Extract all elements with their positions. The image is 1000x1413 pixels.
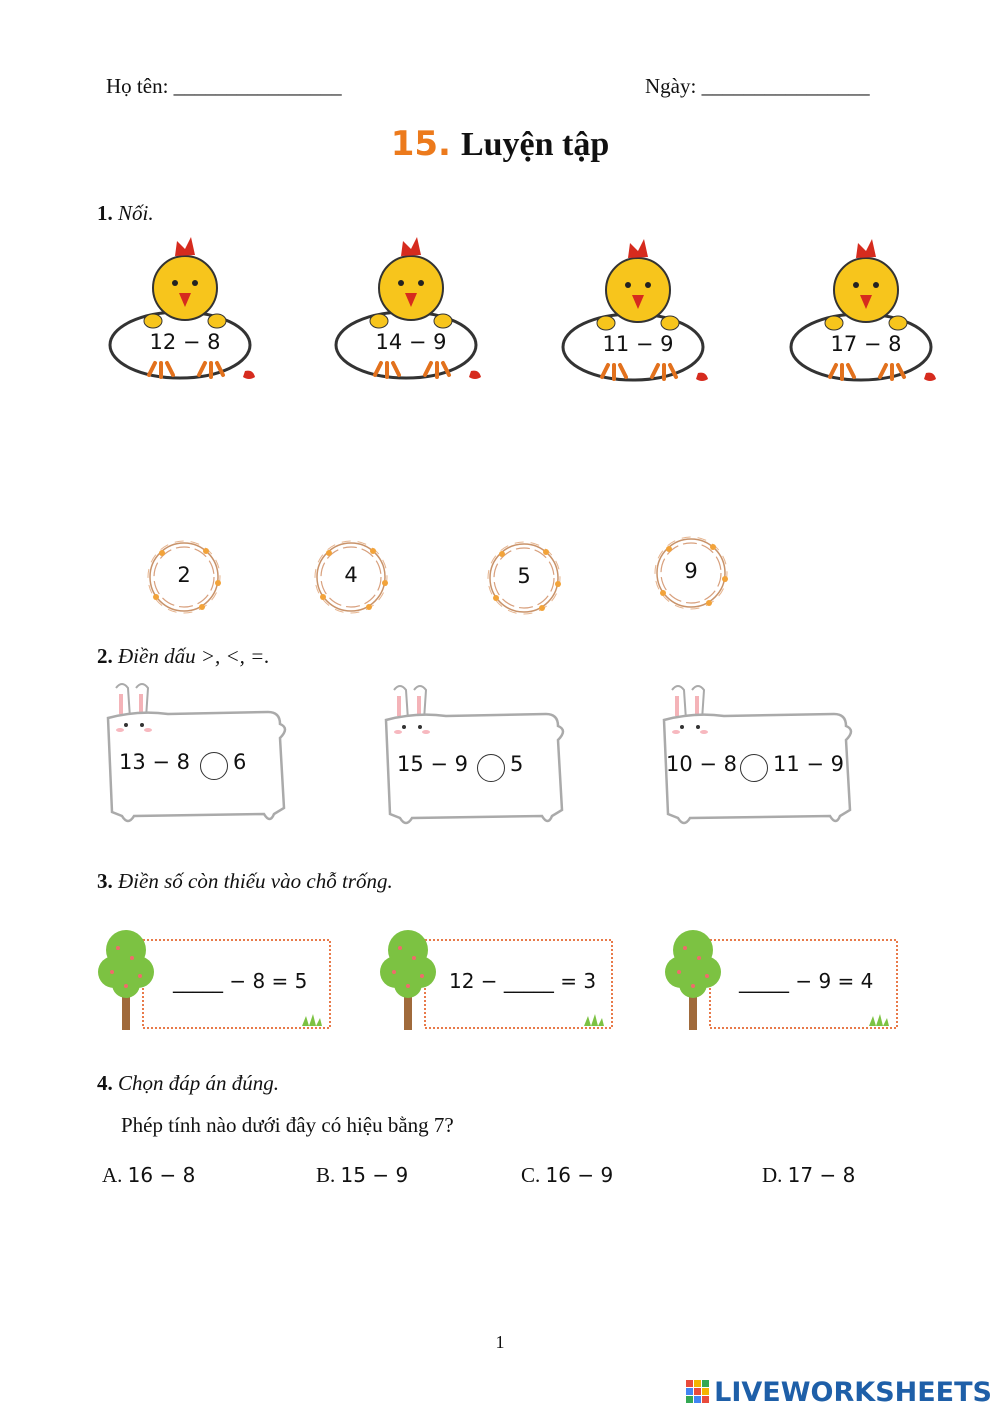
lesson-title: Luyện tập [460, 126, 610, 163]
chick-expression: 12 − 8 [149, 330, 221, 354]
option-letter: D. [762, 1163, 783, 1187]
compare-left: 15 − 9 [397, 752, 469, 776]
answer-wreath-3[interactable] [484, 538, 564, 618]
compare-left: 13 − 8 [119, 750, 191, 774]
chick-egg-icon [331, 233, 491, 393]
option-expression: 17 − 8 [787, 1163, 856, 1187]
compare-sign-input[interactable] [200, 752, 228, 780]
chick-expression: 17 − 8 [830, 332, 902, 356]
option-letter: A. [102, 1163, 123, 1187]
chick-egg-icon [786, 235, 946, 395]
answer-value: 2 [177, 563, 191, 587]
compare-sign-input[interactable] [740, 754, 768, 782]
answer-value: 5 [517, 564, 531, 588]
name-field-label: Họ tên: ________________ [106, 74, 342, 98]
chick-expression: 14 − 9 [375, 330, 447, 354]
chick-card-3[interactable] [558, 235, 718, 395]
option-expression: 16 − 8 [127, 1163, 196, 1187]
answer-wreath-1[interactable] [144, 537, 224, 617]
chick-egg-icon [105, 233, 265, 393]
option-b[interactable] [316, 1163, 408, 1188]
question-4-text: Phép tính nào dưới đây có hiệu bằng 7? [121, 1113, 454, 1137]
option-letter: C. [521, 1163, 541, 1187]
page-title [0, 124, 1000, 164]
question-2-instruction: Điền dấu >, <, =. [118, 644, 270, 668]
option-letter: B. [316, 1163, 336, 1187]
question-4-label [97, 1071, 279, 1096]
tree-card-2 [380, 928, 615, 1033]
chick-expression: 11 − 9 [602, 332, 674, 356]
bunny-card-2 [382, 682, 572, 827]
option-c[interactable] [521, 1163, 613, 1188]
fill-equation[interactable]: _____ − 8 = 5 [173, 969, 308, 993]
brand-logo[interactable] [686, 1377, 992, 1408]
answer-wreath-2[interactable] [311, 537, 391, 617]
question-3-label [97, 869, 393, 894]
question-4-instruction: Chọn đáp án đúng. [118, 1071, 280, 1095]
question-1-label [97, 201, 154, 226]
compare-sign-input[interactable] [477, 754, 505, 782]
tree-card-1 [98, 928, 333, 1033]
question-3-instruction: Điền số còn thiếu vào chỗ trống. [118, 869, 393, 893]
chick-card-2[interactable] [331, 233, 491, 393]
chick-egg-icon [558, 235, 718, 395]
tree-card-3 [665, 928, 900, 1033]
page-number: 1 [495, 1332, 505, 1352]
option-expression: 15 − 9 [340, 1163, 409, 1187]
question-1-number: 1. [97, 201, 113, 225]
compare-left: 10 − 8 [666, 752, 738, 776]
answer-wreath-4[interactable] [651, 533, 731, 613]
lesson-number: 15. [390, 124, 451, 164]
option-a[interactable] [102, 1163, 195, 1188]
bunny-card-3 [660, 682, 860, 827]
bunny-card-1 [104, 680, 294, 825]
option-d[interactable] [762, 1163, 855, 1188]
compare-right: 11 − 9 [773, 752, 845, 776]
liveworksheets-icon [686, 1380, 710, 1404]
question-3-number: 3. [97, 869, 113, 893]
fill-equation[interactable]: 12 − _____ = 3 [449, 969, 597, 993]
compare-right: 6 [233, 750, 247, 774]
question-1-instruction: Nối. [118, 201, 154, 225]
answer-value: 9 [684, 559, 698, 583]
compare-right: 5 [510, 752, 524, 776]
question-4-number: 4. [97, 1071, 113, 1095]
date-field-label: Ngày: ________________ [645, 74, 870, 98]
brand-name: LIVEWORKSHEETS [714, 1377, 992, 1408]
question-2-label [97, 644, 270, 669]
chick-card-4[interactable] [786, 235, 946, 395]
answer-value: 4 [344, 563, 358, 587]
option-expression: 16 − 9 [545, 1163, 614, 1187]
fill-equation[interactable]: _____ − 9 = 4 [739, 969, 874, 993]
question-2-number: 2. [97, 644, 113, 668]
chick-card-1[interactable] [105, 233, 265, 393]
